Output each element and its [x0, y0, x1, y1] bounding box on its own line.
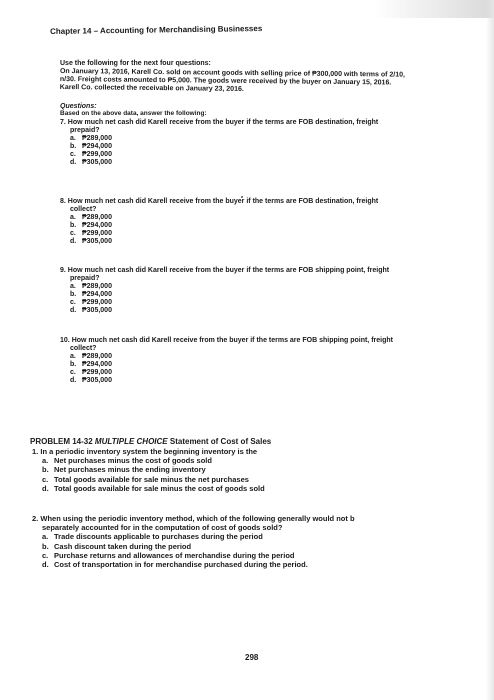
question-7 — [60, 119, 378, 167]
page-shadow — [374, 0, 494, 18]
page-number: 298 — [245, 653, 259, 662]
option: a. Net purchases minus the cost of goods sold — [42, 456, 212, 466]
option: d. ₱305,000 — [70, 377, 112, 384]
question-number: 10. — [60, 337, 70, 344]
intro-line: Karell Co. collected the receivable on January 23, 2016. — [59, 83, 244, 93]
question-stem: How much net cash did Karell receive from the buyer if the terms are FOB destination, freight — [67, 198, 379, 205]
option: b. Net purchases minus the ending inventory — [42, 465, 206, 475]
problem-item-1 — [32, 447, 265, 493]
option: b. Cash discount taken during the period — [42, 541, 192, 551]
option: d. ₱305,000 — [70, 238, 112, 245]
intro-heading: Use the following for the next four questions: — [60, 60, 211, 67]
option: a. ₱289,000 — [70, 135, 112, 142]
option: a. ₱289,000 — [70, 353, 112, 360]
option: d. ₱305,000 — [70, 307, 112, 314]
option: a. Trade discounts applicable to purchases during the period — [42, 532, 263, 542]
question-stem: How much net cash did Karell receive from the buyer if the terms are FOB shipping point, freight — [67, 267, 390, 274]
questions-heading: Questions: — [60, 103, 97, 110]
question-9 — [60, 267, 389, 315]
question-number: 8. — [60, 198, 66, 205]
question-stem: In a periodic inventory system the beginning inventory is the — [40, 447, 258, 456]
question-stem: How much net cash did Karell receive from the buyer if the terms are FOB destination, freight — [67, 119, 379, 126]
option: a. ₱289,000 — [70, 214, 112, 221]
option: d. Total goods available for sale minus the cost of goods sold — [42, 483, 265, 493]
question-stem: How much net cash did Karell receive from the buyer if the terms are FOB shipping point, freight — [71, 337, 393, 344]
option: c. Purchase returns and allowances of merchandise during the period — [42, 550, 295, 560]
question-stem: When using the periodic inventory method, which of the following generally would not b — [40, 514, 355, 523]
problem-title: PROBLEM 14-32 MULTIPLE CHOICE Statement of Cost of Sales — [30, 437, 272, 446]
option: c. ₱299,000 — [70, 151, 112, 158]
option: c. ₱299,000 — [70, 299, 112, 306]
option: d. Cost of transportation in for merchandise purchased during the period. — [42, 560, 308, 570]
question-stem-cont: prepaid? — [70, 127, 100, 134]
question-number: 1. — [32, 447, 39, 456]
option: b. ₱294,000 — [70, 361, 112, 368]
question-8 — [60, 198, 378, 246]
problem-item-2 — [32, 514, 355, 569]
questions-subheading: Based on the above data, answer the following: — [60, 110, 207, 117]
intro-paragraph — [60, 68, 480, 96]
question-stem-cont: collect? — [70, 206, 97, 213]
option: c. ₱299,000 — [70, 230, 112, 237]
question-number: 9. — [60, 267, 66, 274]
question-number: 7. — [60, 119, 66, 126]
option: d. ₱305,000 — [70, 159, 112, 166]
chapter-title: Chapter 14 – Accounting for Merchandising Businesses — [50, 24, 263, 36]
page-edge-shadow — [486, 0, 494, 700]
option: a. ₱289,000 — [70, 283, 112, 290]
question-stem-cont: separately accounted for in the computation of cost of goods sold? — [42, 523, 283, 533]
question-stem-cont: collect? — [70, 345, 97, 352]
question-number: 2. — [32, 514, 39, 523]
option: b. ₱294,000 — [70, 143, 112, 150]
option: c. Total goods available for sale minus the net purchases — [42, 474, 249, 484]
option: b. ₱294,000 — [70, 291, 112, 298]
intro-line: On January 13, 2016, Karell Co. sold on account goods with selling price of ₱300,000 with terms of 2/10, — [59, 68, 406, 79]
question-10 — [60, 337, 393, 385]
question-stem-cont: prepaid? — [70, 275, 100, 282]
intro-line: n/30. Freight costs amounted to ₱5,000. The goods were received by the buyer on January 15, 2016. — [59, 75, 392, 87]
option: c. ₱299,000 — [70, 369, 112, 376]
option: b. ₱294,000 — [70, 222, 112, 229]
